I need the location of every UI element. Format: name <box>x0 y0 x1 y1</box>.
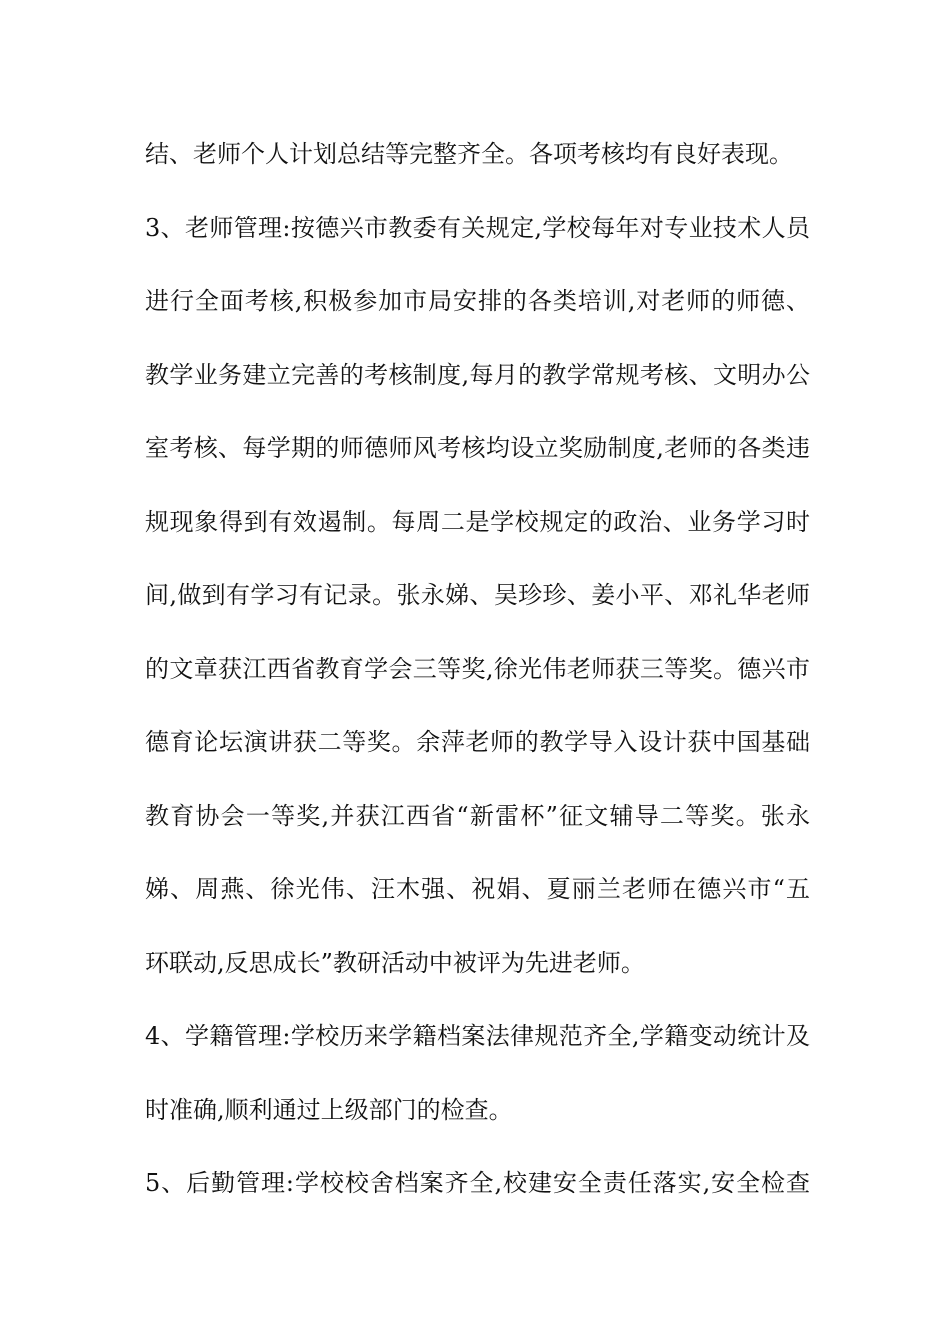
text-line: 教育协会一等奖,并获江西省“新雷杯”征文辅导二等奖。张永 <box>145 801 810 830</box>
text-line: 时准确,顺利通过上级部门的检查。 <box>145 1095 513 1124</box>
text-line: 室考核、每学期的师德师风考核均设立奖励制度,老师的各类违 <box>145 434 810 462</box>
text-line: 4、学籍管理:学校历来学籍档案法律规范齐全,学籍变动统计及 <box>145 1022 810 1050</box>
text-line: 间,做到有学习有记录。张永娣、吴珍珍、姜小平、邓礼华老师 <box>145 581 810 609</box>
text-line: 教学业务建立完善的考核制度,每月的教学常规考核、文明办公 <box>145 360 810 389</box>
text-line: 环联动,反思成长”教研活动中被评为先进老师。 <box>145 948 645 977</box>
text-line: 规现象得到有效遏制。每周二是学校规定的政治、业务学习时 <box>145 507 810 536</box>
text-line: 5、后勤管理:学校校舍档案齐全,校建安全责任落实,安全检查 <box>145 1169 810 1197</box>
text-line: 的文章获江西省教育学会三等奖,徐光伟老师获三等奖。德兴市 <box>145 654 810 683</box>
text-line: 娣、周燕、徐光伟、汪木强、祝娟、夏丽兰老师在德兴市“五 <box>145 875 810 903</box>
text-line: 进行全面考核,积极参加市局安排的各类培训,对老师的师德、 <box>145 287 810 315</box>
text-line: 德育论坛演讲获二等奖。余萍老师的教学导入设计获中国基础 <box>145 728 810 756</box>
text-line: 3、老师管理:按德兴市教委有关规定,学校每年对专业技术人员 <box>145 213 810 242</box>
text-line: 结、老师个人计划总结等完整齐全。各项考核均有良好表现。 <box>145 140 793 168</box>
body-text <box>145 128 810 1231</box>
